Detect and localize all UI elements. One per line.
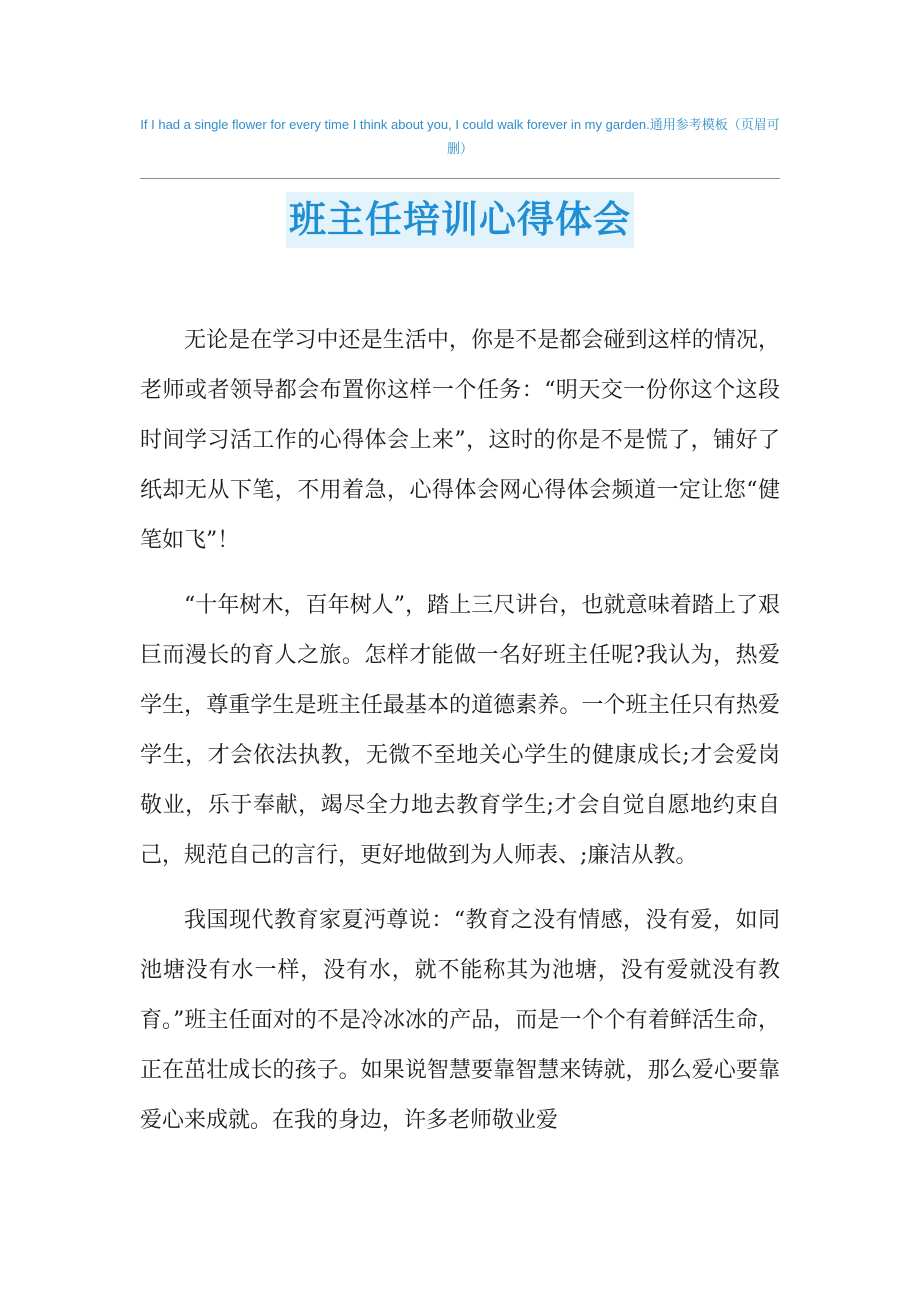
document-body bbox=[140, 316, 780, 1161]
paragraph: 无论是在学习中还是生活中，你是不是都会碰到这样的情况，老师或者领导都会布置你这样一个任务：“明天交一份你这个这段时间学习活工作的心得体会上来”，这时的你是不是慌了，铺好了纸却无从下笔，不用着急，心得体会网心得体会频道一定让您“健笔如飞”！ bbox=[140, 328, 780, 553]
paragraph: 我国现代教育家夏沔尊说：“教育之没有情感，没有爱，如同池塘没有水一样，没有水，就不能称其为池塘，没有爱就没有教育。”班主任面对的不是冷冰冰的产品，而是一个个有着鲜活生命，正在茁壮成长的孩子。如果说智慧要靠智慧来铸就，那么爱心要靠爱心来成就。在我的身边，许多老师敬业爱 bbox=[140, 908, 780, 1133]
paragraph: “十年树木，百年树人”，踏上三尺讲台，也就意味着踏上了艰巨而漫长的育人之旅。怎样才能做一名好班主任呢?我认为，热爱学生，尊重学生是班主任最基本的道德素养。一个班主任只有热爱学生，才会依法执教，无微不至地关心学生的健康成长;才会爱岗敬业，乐于奉献，竭尽全力地去教育学生;才会自觉自愿地约束自己，规范自己的言行，更好地做到为人师表、;廉洁从教。 bbox=[140, 593, 780, 868]
document-title: 班主任培训心得体会 bbox=[286, 192, 634, 248]
title-container bbox=[0, 192, 920, 248]
header-divider bbox=[140, 178, 780, 179]
page-header: If I had a single flower for every time I think about you, I could walk forever in my garden.通用参考模板（页眉可删） bbox=[140, 117, 780, 156]
